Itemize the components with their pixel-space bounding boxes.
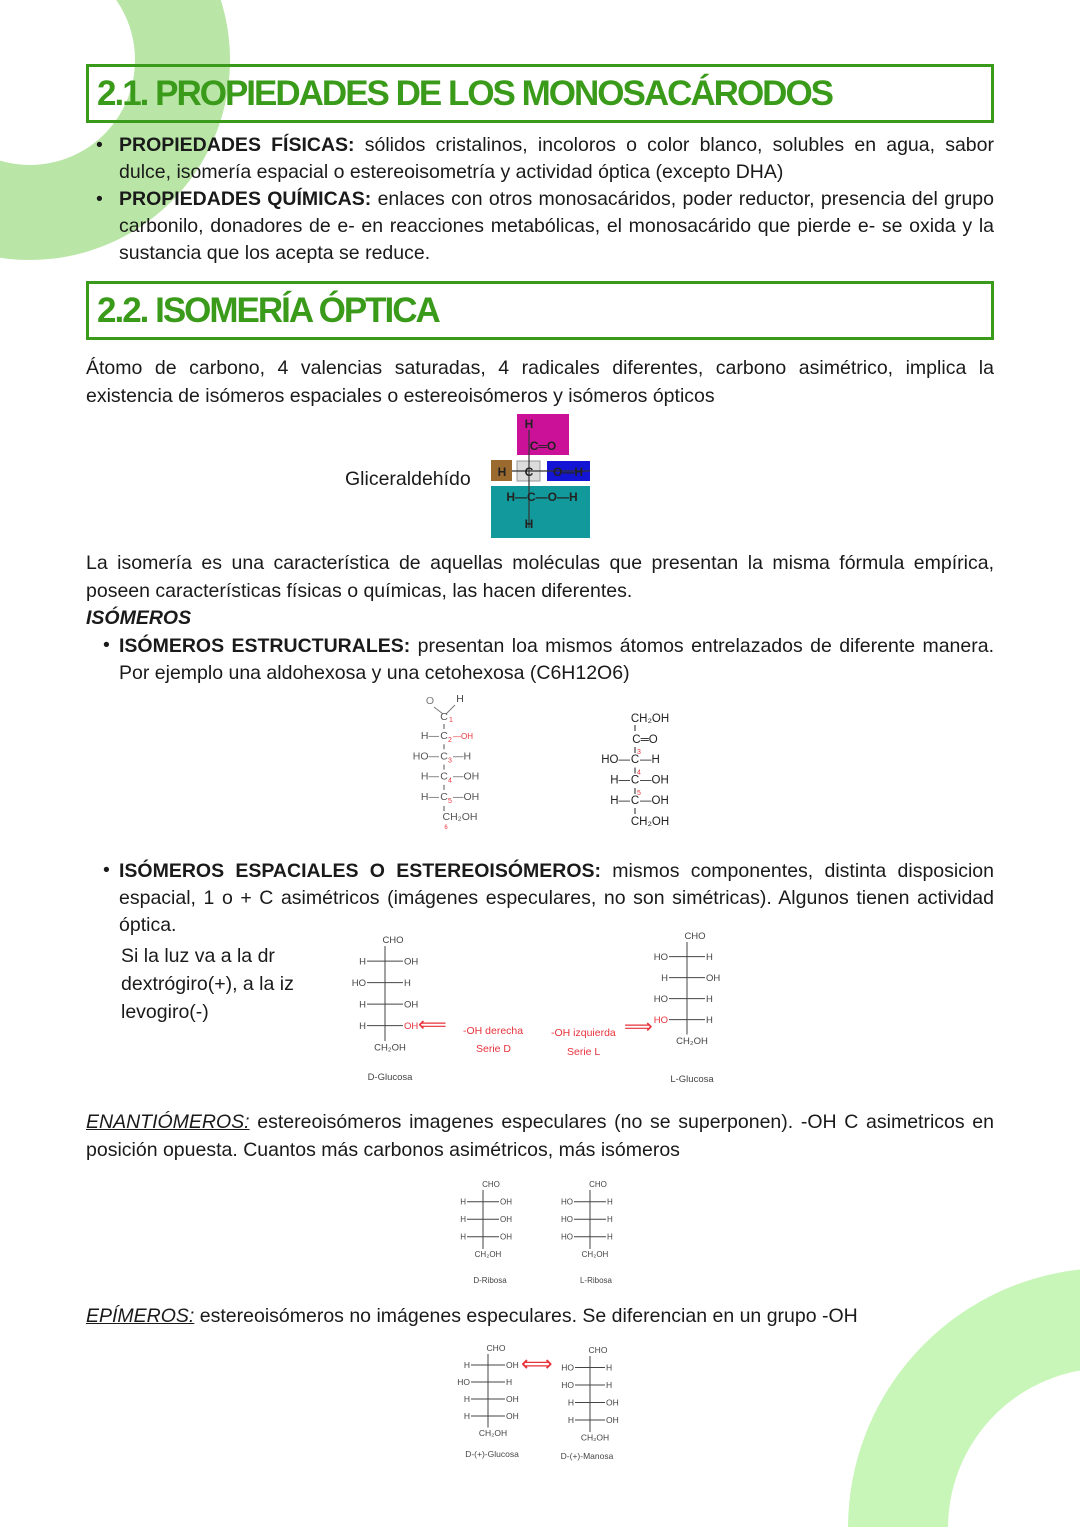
luz-line: Si la luz va a la dr xyxy=(121,945,275,967)
left-group: H xyxy=(567,1397,574,1408)
bullet-text: sólidos cristalinos, incoloros o color blanco, solubles en agua, sabor dulce, isomería espacial o estereoisometría y actividad óptica (excepto DHA) xyxy=(119,134,994,183)
figure-caption: D-Ribosa xyxy=(473,1276,507,1285)
right-group: —OH xyxy=(453,732,473,741)
serie-l-label: Serie L xyxy=(567,1046,601,1058)
right-group: OH xyxy=(706,973,721,984)
left-group: H xyxy=(463,1360,470,1370)
atom-label: C xyxy=(630,774,640,787)
atom-label: H xyxy=(497,465,507,479)
right-group: OH xyxy=(606,1397,619,1408)
top-group: CHO xyxy=(482,1180,500,1189)
right-group: OH xyxy=(500,1197,512,1207)
left-group: H xyxy=(463,1411,470,1421)
bullet-label: PROPIEDADES FÍSICAS: xyxy=(119,134,355,156)
left-group: H xyxy=(359,1021,366,1032)
top-group: CH₂OH xyxy=(630,713,670,725)
top-group: CHO xyxy=(589,1180,607,1189)
atom-label: H xyxy=(524,417,534,431)
serie-d-label: Serie D xyxy=(476,1043,512,1055)
left-group: HO xyxy=(561,1380,574,1390)
right-group: OH xyxy=(506,1394,519,1404)
section-title: 2.2. ISOMERÍA ÓPTICA xyxy=(97,291,439,330)
atom-label: C xyxy=(440,750,448,763)
right-group: H xyxy=(506,1377,513,1387)
right-group: —OH xyxy=(640,795,669,807)
enantiomeros-label: ENANTIÓMEROS: xyxy=(86,1111,250,1133)
atom-label: H xyxy=(524,517,534,531)
bullet-label: ISÓMEROS ESTRUCTURALES: xyxy=(119,635,411,657)
bullet-text: enlaces con otros monosacáridos, poder reductor, presencia del grupo carbonilo, donadores de e- en reacciones metabólicas, el monosacárido que pierde e- se oxida y la sustancia que los acepta se reduce. xyxy=(119,188,994,264)
top-group: CHO xyxy=(486,1343,506,1353)
left-group: H xyxy=(359,999,366,1011)
d-glucosa-figure xyxy=(352,935,419,1083)
serie-d-text: -OH derecha xyxy=(463,1025,524,1037)
bullet-icon: • xyxy=(96,188,103,210)
right-group: H xyxy=(404,978,411,989)
atom-label: C xyxy=(440,770,448,783)
left-group: HO xyxy=(561,1215,573,1224)
glyceraldehyde-figure xyxy=(491,414,590,538)
luz-line: levogiro(-) xyxy=(121,1001,209,1023)
right-group: OH xyxy=(404,1021,419,1032)
carbon-number: 6 xyxy=(444,825,448,831)
aldohexose-figure xyxy=(413,693,480,831)
left-group: H— xyxy=(610,795,630,807)
right-group: —OH xyxy=(640,774,669,787)
left-group: H xyxy=(463,1394,470,1404)
carbon-number: 1 xyxy=(449,717,453,724)
right-group: OH xyxy=(606,1415,619,1425)
right-group: H xyxy=(607,1215,613,1224)
bullet-icon: • xyxy=(103,634,110,656)
left-group: HO xyxy=(561,1197,573,1207)
bottom-group: CH₂OH xyxy=(630,816,670,828)
isomeria-paragraph: La isomería es una característica de aquellas moléculas que presentan la misma fórmula empírica, poseen características físicas o químicas, las hacen diferentes. xyxy=(86,552,994,602)
left-group: HO— xyxy=(601,754,630,766)
left-group: HO xyxy=(457,1377,470,1387)
bottom-group: CH₂OH xyxy=(676,1036,708,1047)
atom-label: H—C—O—H xyxy=(506,490,578,504)
left-group: H xyxy=(567,1415,574,1425)
figure-caption: L-Ribosa xyxy=(579,1276,613,1285)
right-group: H xyxy=(606,1380,613,1390)
right-group: H xyxy=(706,1015,713,1026)
d-manosa-plus-figure xyxy=(561,1345,619,1461)
carbon-number: 3 xyxy=(637,749,641,756)
left-group: H xyxy=(460,1232,466,1242)
epimeros-text: estereoisómeros no imágenes especulares. Se diferencian en un grupo -OH xyxy=(194,1305,858,1327)
atom-label: C xyxy=(440,711,448,723)
left-group: HO xyxy=(653,952,668,963)
carbon-number: 4 xyxy=(637,769,641,777)
atom-label: C═O xyxy=(529,439,557,453)
right-group: OH xyxy=(404,956,419,968)
figure-caption: D-Glucosa xyxy=(367,1072,413,1083)
arrow-right-icon: ⟹ xyxy=(624,1016,653,1038)
l-ribosa-figure xyxy=(561,1180,613,1285)
intro-paragraph: Átomo de carbono, 4 valencias saturadas, 4 radicales diferentes, carbono asimétrico, implica la existencia de isómeros espaciales o estereoisómeros y isómeros ópticos xyxy=(86,357,994,407)
right-group: —H xyxy=(640,754,660,766)
bottom-group: CH₂OH xyxy=(442,811,478,823)
left-group: H xyxy=(460,1197,466,1207)
enantiomeros-text: estereoisómeros imagenes especulares (no se superponen). -OH C asimetricos en posición opuesta. Cuantos más carbonos asimétricos, más isómeros xyxy=(86,1111,994,1161)
section-title: 2.1. PROPIEDADES DE LOS MONOSACÁRODOS xyxy=(97,74,833,113)
bullet-text: mismos componentes, distinta disposicion espacial, 1 o + C asimétricos (imágenes especulares, no son simétricas). Algunos tienen actividad óptica. xyxy=(119,860,994,936)
carbon-number: 3 xyxy=(448,757,452,765)
atom-label: O xyxy=(425,695,435,707)
atom-label: C xyxy=(440,790,448,803)
left-group: HO xyxy=(653,994,668,1005)
serie-labels xyxy=(418,1014,653,1376)
top-group: CHO xyxy=(684,931,706,942)
left-group: H— xyxy=(420,770,439,783)
bottom-group: CH₂OH xyxy=(581,1250,609,1259)
left-group: HO xyxy=(653,1015,668,1026)
right-group: H xyxy=(606,1362,613,1373)
right-group: —OH xyxy=(453,770,480,783)
double-arrow-icon: ⟺ xyxy=(521,1351,553,1376)
left-group: HO xyxy=(561,1232,573,1242)
right-group: OH xyxy=(500,1232,512,1242)
left-group: HO— xyxy=(412,750,439,763)
left-group: H xyxy=(460,1215,466,1224)
left-group: HO xyxy=(351,978,366,989)
left-group: H xyxy=(359,956,366,968)
top-group: CHO xyxy=(382,935,404,946)
right-group: OH xyxy=(506,1411,519,1421)
atom-label: C xyxy=(630,754,640,766)
left-group: H— xyxy=(610,774,630,787)
isomeros-heading: ISÓMEROS xyxy=(86,607,192,629)
figure-caption: D-(+)-Manosa xyxy=(560,1451,614,1461)
glyceraldehyde-label: Gliceraldehído xyxy=(345,468,471,490)
atom-label: O—H xyxy=(553,465,583,479)
top-group: CHO xyxy=(588,1345,608,1355)
atom-label: C xyxy=(524,465,534,479)
right-group: H xyxy=(607,1232,613,1242)
bullet-label: PROPIEDADES QUÍMICAS: xyxy=(119,188,372,210)
d-ribosa-figure xyxy=(460,1180,512,1285)
bullet-icon: • xyxy=(103,859,110,881)
luz-line: dextrógiro(+), a la iz xyxy=(121,973,294,995)
left-group: HO xyxy=(561,1362,574,1373)
right-group: —H xyxy=(453,750,472,763)
left-group: H— xyxy=(420,730,439,742)
carbon-number: 2 xyxy=(448,737,452,744)
bottom-group: CH₂OH xyxy=(580,1432,610,1443)
ketohexose-figure xyxy=(601,713,669,828)
left-group: H— xyxy=(420,790,439,803)
right-group: H xyxy=(706,994,713,1005)
right-group: H xyxy=(706,952,713,963)
right-group: —OH xyxy=(453,790,480,803)
bullet-icon: • xyxy=(96,134,103,156)
right-group: OH xyxy=(506,1360,519,1370)
atom-label: C xyxy=(630,795,640,807)
carbon-number: 4 xyxy=(448,777,452,785)
carbon-number: 5 xyxy=(637,790,641,797)
figure-caption: D-(+)-Glucosa xyxy=(465,1449,519,1459)
carbonyl-group: C═O xyxy=(632,734,658,746)
carbon-number: 5 xyxy=(448,797,452,805)
left-group: H xyxy=(661,973,668,984)
arrow-left-icon: ⟸ xyxy=(418,1014,447,1036)
l-glucosa-figure xyxy=(654,931,721,1085)
atom-label: C xyxy=(440,730,448,742)
right-group: H xyxy=(607,1197,613,1207)
d-glucosa-plus-figure xyxy=(457,1343,519,1459)
bullet-label: ISÓMEROS ESPACIALES O ESTEREOISÓMEROS: xyxy=(119,860,602,882)
figure-caption: L-Glucosa xyxy=(670,1074,714,1085)
bottom-group: CH₂OH xyxy=(374,1042,406,1054)
right-group: OH xyxy=(404,999,419,1011)
atom-label: H xyxy=(456,693,464,705)
serie-l-text: -OH izquierda xyxy=(551,1027,616,1039)
bottom-group: CH₂OH xyxy=(474,1250,502,1259)
right-group: OH xyxy=(500,1215,512,1224)
epimeros-label: EPÍMEROS: xyxy=(86,1305,195,1327)
bottom-group: CH₂OH xyxy=(478,1428,508,1438)
bullet-text: presentan loa mismos átomos entrelazados de diferente manera. Por ejemplo una aldohexosa y una cetohexosa (C6H12O6) xyxy=(119,635,995,684)
